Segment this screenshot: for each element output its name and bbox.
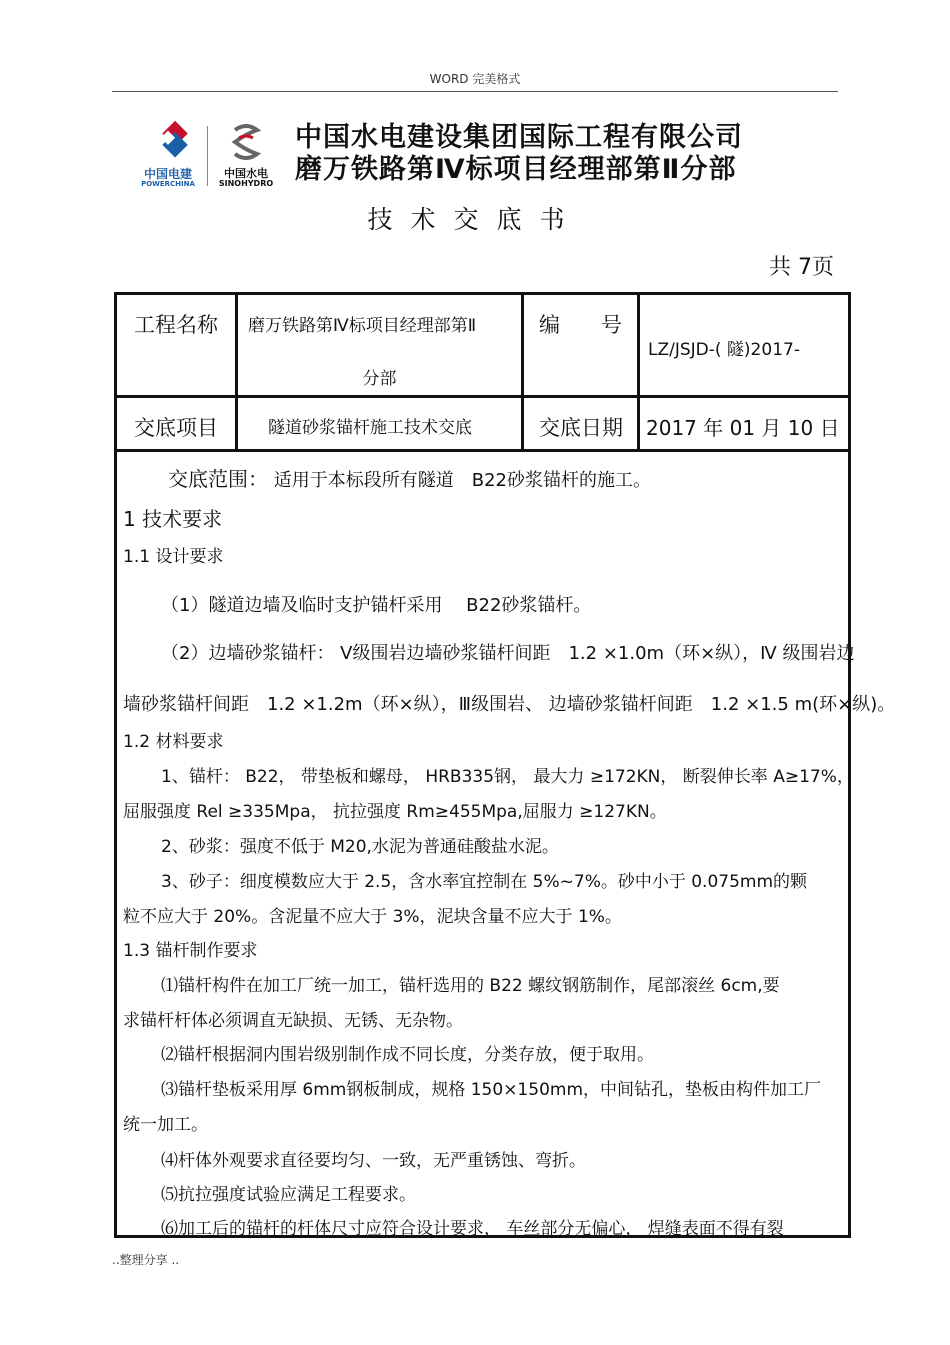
cell-number-label: [523, 294, 639, 397]
material-2: 2、砂浆：强度不低于 M20,水泥为普通硅酸盐水泥。: [161, 837, 559, 857]
logo-en-text-2: SINOHYDRO: [218, 178, 274, 188]
company-name: [295, 122, 743, 186]
scope-text: 适用于本标段所有隧道 B22砂浆锚杆的施工。: [273, 470, 651, 491]
number-value: LZ/JSJD-( 隧)2017-: [648, 340, 800, 360]
cell-date-value: [639, 397, 850, 451]
design-item-2b: 墙砂浆锚杆间距 1.2 ×1.2m（环×纵），Ⅲ级围岩、 边墙砂浆锚杆间距 1.2 ×1.5 m(环×纵)。: [123, 694, 896, 715]
date-label: 交底日期: [539, 416, 623, 440]
section-1-3-heading: 1.3 锚杆制作要求: [123, 941, 258, 961]
company-line-2: 磨万铁路第Ⅳ标项目经理部第Ⅱ分部: [295, 154, 737, 185]
rod-req-3a: ⑶锚杆垫板采用厚 6mm钢板制成，规格 150×150mm，中间钻孔，垫板由构件加工厂: [161, 1080, 822, 1100]
material-3b: 粒不应大于 20%。含泥量不应大于 3%，泥块含量不应大于 1%。: [123, 907, 622, 927]
page-footer: ..整理分享 ..: [112, 1253, 180, 1267]
info-table: [114, 292, 851, 452]
number-label-a: 编: [539, 313, 560, 337]
rod-req-2: ⑵锚杆根据洞内围岩级别制作成不同长度，分类存放，便于取用。: [161, 1045, 654, 1065]
logo-cn-text-2: 中国水电: [224, 167, 268, 180]
cell-project-name-label: [116, 294, 237, 397]
scope-line: [168, 463, 651, 492]
material-1b: 屈服强度 Rel ≥335Mpa， 抗拉强度 Rm≥455Mpa,屈服力 ≥127KN。: [123, 802, 667, 822]
section-1-2-heading: 1.2 材料要求: [123, 732, 224, 752]
scope-label: 交底范围：: [168, 467, 268, 491]
item-label: 交底项目: [134, 416, 218, 440]
page-header-text: WORD 完美格式: [429, 72, 521, 86]
design-item-1: （1）隧道边墙及临时支护锚杆采用 B22砂浆锚杆。: [161, 595, 592, 616]
powerchina-logo: [132, 120, 204, 190]
number-label: [524, 295, 637, 339]
date-value: 2017 年 01 月 10 日: [646, 416, 840, 440]
item-value: 隧道砂浆锚杆施工技术交底: [268, 418, 472, 438]
rod-req-4: ⑷杆体外观要求直径要均匀、一致，无严重锈蚀、弯折。: [161, 1151, 586, 1171]
cell-number-value: [639, 294, 850, 397]
company-line-1: 中国水电建设集团国际工程有限公司: [295, 122, 743, 153]
sinohydro-logo: [215, 120, 277, 190]
material-3a: 3、砂子：细度模数应大于 2.5，含水率宜控制在 5%~7%。砂中小于 0.075mm的颗: [161, 872, 808, 892]
material-1a: 1、锚杆： B22， 带垫板和螺母， HRB335钢， 最大力 ≥172KN， 断裂伸长率 A≥17%，: [161, 767, 854, 787]
project-name-line-2: 分部: [362, 369, 397, 389]
sinohydro-emblem-icon: [215, 120, 277, 164]
cell-item-value: [237, 397, 523, 451]
logo-cn-text: 中国电建: [143, 167, 192, 181]
project-name-line-1: 磨万铁路第Ⅳ标项目经理部第Ⅱ: [248, 316, 477, 336]
body-box: [114, 449, 896, 1239]
page-count: 共 7页: [769, 255, 834, 280]
cell-project-name-value: [237, 294, 523, 397]
rod-req-6: ⑹加工后的锚杆的杆体尺寸应符合设计要求， 车丝部分无偏心， 焊缝表面不得有裂: [161, 1219, 784, 1239]
header-rule: [112, 91, 838, 92]
design-item-2a: （2）边墙砂浆锚杆： Ⅴ级围岩边墙砂浆锚杆间距 1.2 ×1.0m（环×纵），Ⅳ 级围岩边: [161, 643, 855, 664]
rod-req-1b: 求锚杆杆体必须调直无缺损、无锈、无杂物。: [123, 1011, 463, 1031]
section-1-heading: 1 技术要求: [123, 507, 223, 531]
section-1-1-heading: 1.1 设计要求: [123, 547, 224, 567]
project-name-label: 工程名称: [134, 313, 218, 337]
powerchina-emblem-icon: [132, 120, 204, 164]
cell-item-label: [116, 397, 237, 451]
rod-req-1a: ⑴锚杆构件在加工厂统一加工，锚杆选用的 B22 螺纹钢筋制作，尾部滚丝 6cm,要: [161, 976, 780, 996]
number-label-b: 号: [601, 313, 622, 337]
logo-divider: [207, 126, 208, 186]
rod-req-5: ⑸抗拉强度试验应满足工程要求。: [161, 1185, 416, 1205]
document-title: 技术交底书: [367, 205, 583, 234]
rod-req-3b: 统一加工。: [123, 1115, 208, 1135]
cell-date-label: [523, 397, 639, 451]
logo-en-text: POWERCHINA: [141, 179, 195, 188]
